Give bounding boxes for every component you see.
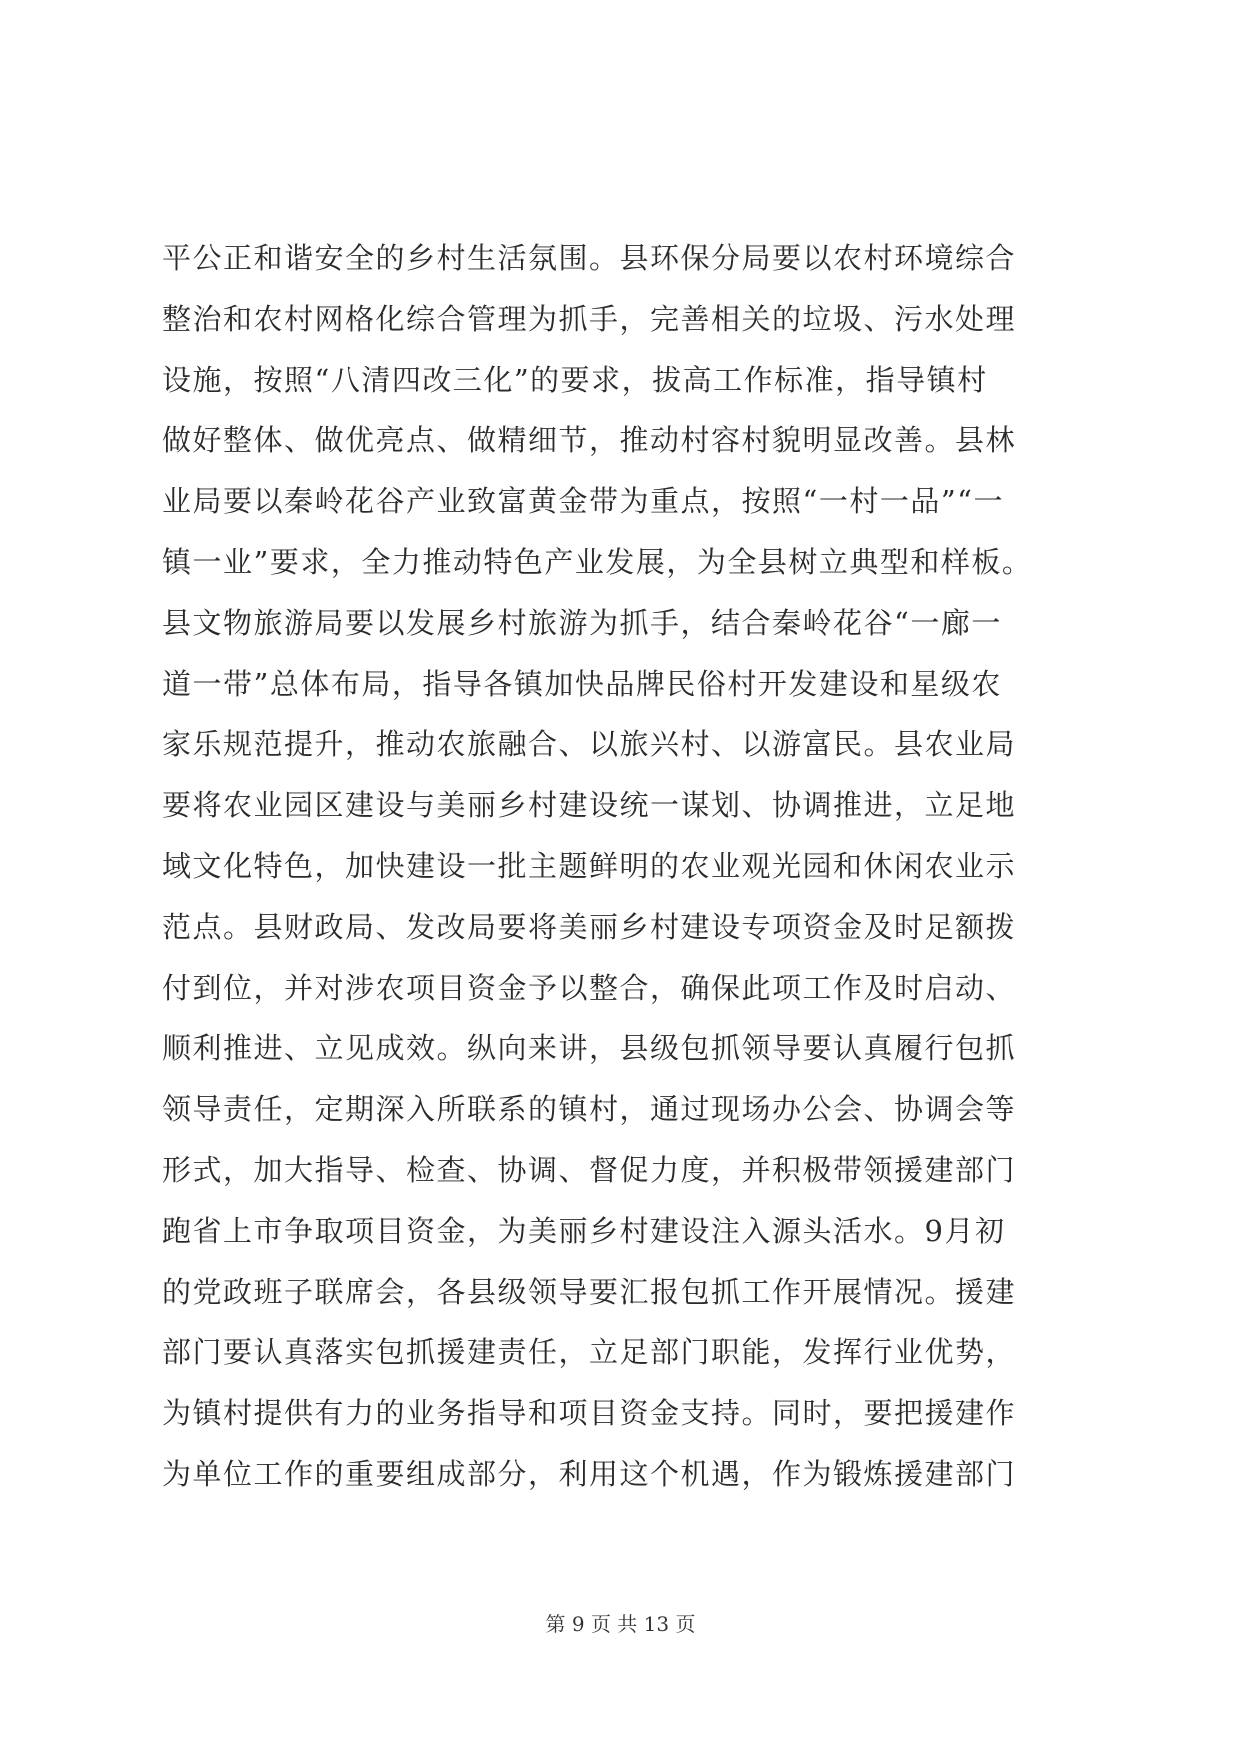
text-line-21: 为单位工作的重要组成部分，利用这个机遇，作为锻炼援建部门 [162,1456,1017,1491]
text-line-2: 整治和农村网格化综合管理为抓手，完善相关的垃圾、污水处理 [162,301,1017,336]
text-line-17: 跑省上市争取项目资金，为美丽乡村建设注入源头活水。9月初 [162,1213,1006,1248]
text-line-20: 为镇村提供有力的业务指导和项目资金支持。同时，要把援建作 [162,1396,1017,1431]
text-line-9: 家乐规范提升，推动农旅融合、以旅兴村、以游富民。县农业局 [162,727,1017,762]
text-line-3: 设施，按照“八清四改三化”的要求，拔高工作标准，指导镇村 [162,362,988,397]
text-line-18: 的党政班子联席会，各县级领导要汇报包抓工作开展情况。援建 [162,1274,1017,1309]
text-line-5: 业局要以秦岭花谷产业致富黄金带为重点，按照“一村一品”“一 [162,484,1004,519]
text-line-6: 镇一业”要求，全力推动特色产业发展，为全县树立典型和样板。 [162,544,1033,579]
text-line-7: 县文物旅游局要以发展乡村旅游为抓手，结合秦岭花谷“一廊一 [162,605,1002,640]
text-line-13: 付到位，并对涉农项目资金予以整合，确保此项工作及时启动、 [162,970,1017,1005]
page-number-footer: 第 9 页 共 13 页 [545,1612,696,1636]
text-line-16: 形式，加大指导、检查、协调、督促力度，并积极带领援建部门 [162,1152,1017,1187]
text-line-14: 顺利推进、立见成效。纵向来讲，县级包抓领导要认真履行包抓 [162,1031,1017,1066]
text-line-19: 部门要认真落实包抓援建责任，立足部门职能，发挥行业优势， [162,1335,1017,1370]
text-line-4: 做好整体、做优亮点、做精细节，推动村容村貌明显改善。县林 [162,423,1017,458]
text-line-10: 要将农业园区建设与美丽乡村建设统一谋划、协调推进，立足地 [162,788,1017,823]
body-text [162,228,1090,1505]
text-line-11: 域文化特色，加快建设一批主题鲜明的农业观光园和休闲农业示 [162,848,1017,883]
text-line-1: 平公正和谐安全的乡村生活氛围。县环保分局要以农村环境综合 [162,241,1017,275]
text-line-8: 道一带”总体布局，指导各镇加快品牌民俗村开发建设和星级农 [162,666,1002,701]
text-line-12: 范点。县财政局、发改局要将美丽乡村建设专项资金及时足额拨 [162,909,1017,944]
text-line-15: 领导责任，定期深入所联系的镇村，通过现场办公会、协调会等 [162,1092,1017,1127]
